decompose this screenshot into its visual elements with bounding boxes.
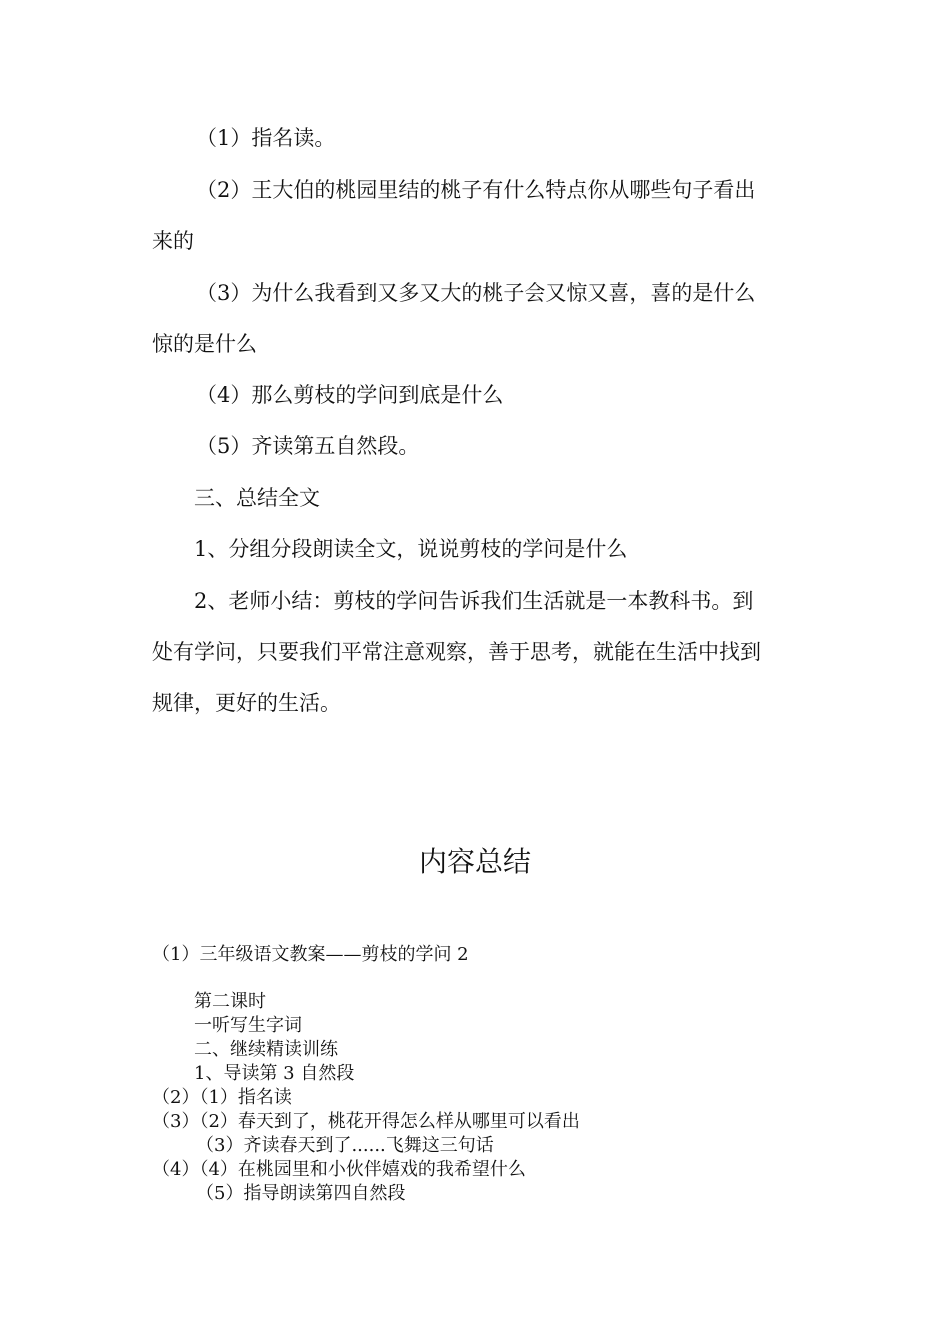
summary-item: 1、导读第 3 自然段 <box>194 1063 355 1084</box>
paragraph-line: （4）那么剪枝的学问到底是什么 <box>196 383 504 407</box>
summary-title: 内容总结 <box>418 845 531 878</box>
paragraph-line: 规律，更好的生活。 <box>152 691 341 715</box>
section-heading: 三、总结全文 <box>194 486 320 510</box>
summary-item: （3）（2）春天到了，桃花开得怎么样从哪里可以看出 <box>152 1111 580 1132</box>
paragraph-line: 处有学问，只要我们平常注意观察，善于思考，就能在生活中找到 <box>152 640 761 664</box>
paragraph-line: （1）指名读。 <box>196 126 336 150</box>
paragraph-line: 惊的是什么 <box>152 332 257 356</box>
summary-item: 二、继续精读训练 <box>194 1039 338 1060</box>
summary-item: （3）齐读春天到了......飞舞这三句话 <box>196 1135 494 1156</box>
paragraph-line: （5）齐读第五自然段。 <box>196 434 420 458</box>
summary-item: （1）三年级语文教案——剪枝的学问 2 <box>152 944 469 965</box>
summary-item: （4）（4）在桃园里和小伙伴嬉戏的我希望什么 <box>152 1159 526 1180</box>
paragraph-line: 2、老师小结：剪枝的学问告诉我们生活就是一本教科书。到 <box>194 589 754 613</box>
paragraph-line: （3）为什么我看到又多又大的桃子会又惊又喜，喜的是什么 <box>196 281 756 305</box>
summary-item: （5）指导朗读第四自然段 <box>196 1183 406 1204</box>
summary-item: 一听写生字词 <box>194 1015 302 1036</box>
paragraph-line: 1、分组分段朗读全文，说说剪枝的学问是什么 <box>194 537 628 561</box>
paragraph-line: （2）王大伯的桃园里结的桃子有什么特点你从哪些句子看出 <box>196 178 756 202</box>
paragraph-line: 来的 <box>152 229 194 253</box>
summary-item: 第二课时 <box>194 991 266 1012</box>
summary-item: （2）（1）指名读 <box>152 1087 292 1108</box>
